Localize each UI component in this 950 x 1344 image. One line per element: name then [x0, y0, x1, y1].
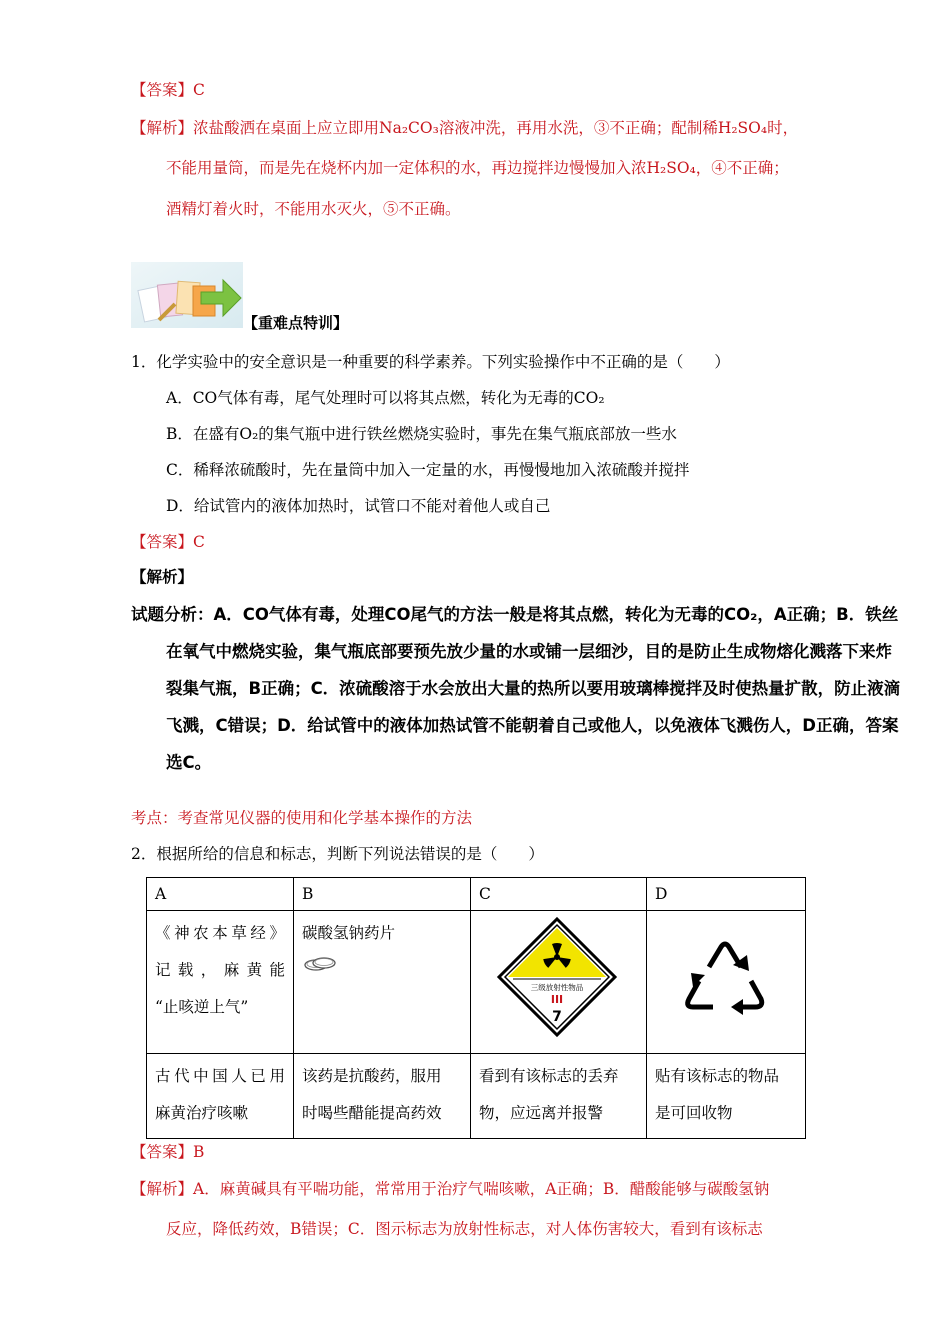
cell-d-desc-line-1: 贴有该标志的物品 [655, 1067, 780, 1085]
cell-c-desc-line-1: 看到有该标志的丢弃 [479, 1067, 619, 1085]
q1-analysis-tag: 【解析】 [131, 567, 194, 586]
header-cell-b: B [294, 878, 471, 911]
cell-a-desc-line-2: 麻黄治疗咳嗽 [155, 1104, 249, 1122]
q1-answer-line [131, 530, 205, 552]
answer-value: C [193, 533, 205, 551]
header-cell-c: C [471, 878, 647, 911]
table-media-row [147, 911, 806, 1054]
cell-b-text: 碳酸氢钠药片 [302, 924, 396, 942]
q1-analysis-line-3: 裂集气瓶，B正确；C．浓硫酸溶于水会放出大量的热所以要用玻璃棒搅拌及时使热量扩散，防止液滴 [166, 679, 901, 698]
pill-tablets-icon [302, 954, 338, 974]
q2-analysis-line-1 [131, 1177, 769, 1199]
cell-a-line-2: 记载，麻黄能 [155, 961, 285, 979]
cell-c-desc-line-2: 物，应远离并报警 [479, 1104, 604, 1122]
radioactive-warning-sign-icon [471, 915, 647, 1039]
q1-option-d: D．给试管内的液体加热时，试管口不能对着他人或自己 [166, 497, 551, 515]
header-cell-d: D [647, 878, 806, 911]
cell-c-media [471, 911, 647, 1054]
q1-option-c: C．稀释浓硫酸时，先在量筒中加入一定量的水，再慢慢地加入浓硫酸并搅拌 [166, 461, 690, 479]
cell-b-desc [294, 1054, 471, 1139]
prev-analysis-line-1 [131, 116, 798, 138]
answer-value: C [193, 81, 205, 99]
prev-answer-line [131, 78, 205, 100]
cell-b-media [294, 911, 471, 1054]
q1-analysis-line-2: 在氧气中燃烧实验，集气瓶底部要预先放少量的水或铺一层细沙，目的是防止生成物熔化溅落下来炸 [166, 642, 892, 661]
cell-d-desc-line-2: 是可回收物 [655, 1104, 733, 1122]
analysis-text: A．麻黄碱具有平喘功能，常常用于治疗气喘咳嗽，A正确；B．醋酸能够与碳酸氢钠 [193, 1180, 770, 1198]
q2-stem: 2．根据所给的信息和标志，判断下列说法错误的是（ ） [131, 845, 544, 863]
cell-d-desc [647, 1054, 806, 1139]
q1-stem: 1．化学实验中的安全意识是一种重要的科学素养。下列实验操作中不正确的是（ ） [131, 353, 730, 371]
q1-analysis-line-5: 选C。 [166, 753, 212, 772]
q1-option-b: B．在盛有O₂的集气瓶中进行铁丝燃烧实验时，事先在集气瓶底部放一些水 [166, 425, 677, 443]
q1-option-a: A．CO气体有毒，尾气处理时可以将其点燃，转化为无毒的CO₂ [166, 389, 605, 407]
prev-analysis-line-3: 酒精灯着火时，不能用水灭火，⑤不正确。 [166, 200, 461, 218]
cell-a-desc-line-1: 古代中国人已用 [155, 1067, 285, 1085]
cell-c-desc [471, 1054, 647, 1139]
section-title: 【重难点特训】 [243, 314, 349, 332]
q2-analysis-line-2: 反应，降低药效，B错误；C．图示标志为放射性标志，对人体伤害较大，看到有该标志 [166, 1220, 763, 1238]
cell-a-line-1: 《神农本草经》 [155, 924, 285, 942]
prev-analysis-line-2: 不能用量筒，而是先在烧杯内加一定体积的水，再边搅拌边慢慢加入浓H₂SO₄，④不正确； [166, 159, 789, 177]
cell-d-media [647, 911, 806, 1054]
q1-analysis-line-1: 试题分析：A．CO气体有毒，处理CO尾气的方法一般是将其点燃，转化为无毒的CO₂，A正确；B．铁丝 [131, 605, 899, 624]
answer-tag: 【答案】 [131, 1143, 194, 1161]
table-header-row [147, 878, 806, 911]
analysis-tag: 【解析】 [131, 1180, 194, 1198]
cell-a-desc [147, 1054, 294, 1139]
cell-b-desc-line-2: 时喝些醋能提高药效 [302, 1104, 442, 1122]
cell-a-media [147, 911, 294, 1054]
answer-tag: 【答案】 [131, 533, 194, 551]
table-desc-row [147, 1054, 806, 1139]
sign-roman: III [550, 993, 564, 1006]
analysis-tag: 【解析】 [131, 119, 194, 137]
analysis-text: 浓盐酸洒在桌面上应立即用Na₂CO₃溶液冲洗，再用水洗，③不正确；配制稀H₂SO₄时， [193, 119, 799, 137]
q1-analysis-line-4: 飞溅，C错误；D．给试管中的液体加热试管不能朝着自己或他人，以免液体飞溅伤人，D正确，答案 [166, 716, 899, 735]
section-books-icon [131, 262, 243, 328]
sign-caption: 三级放射性物品 [530, 983, 584, 992]
q2-answer-line [131, 1140, 204, 1162]
answer-tag: 【答案】 [131, 81, 194, 99]
recycle-symbol-icon [647, 915, 805, 1039]
cell-a-line-3: “止咳逆上气” [155, 998, 249, 1016]
header-cell-a: A [147, 878, 294, 911]
info-table [146, 877, 806, 1139]
cell-b-desc-line-1: 该药是抗酸药，服用 [302, 1067, 442, 1085]
answer-value: B [193, 1143, 205, 1161]
sign-class-number: 7 [552, 1009, 562, 1025]
q1-kaodian: 考点：考查常见仪器的使用和化学基本操作的方法 [131, 809, 473, 827]
